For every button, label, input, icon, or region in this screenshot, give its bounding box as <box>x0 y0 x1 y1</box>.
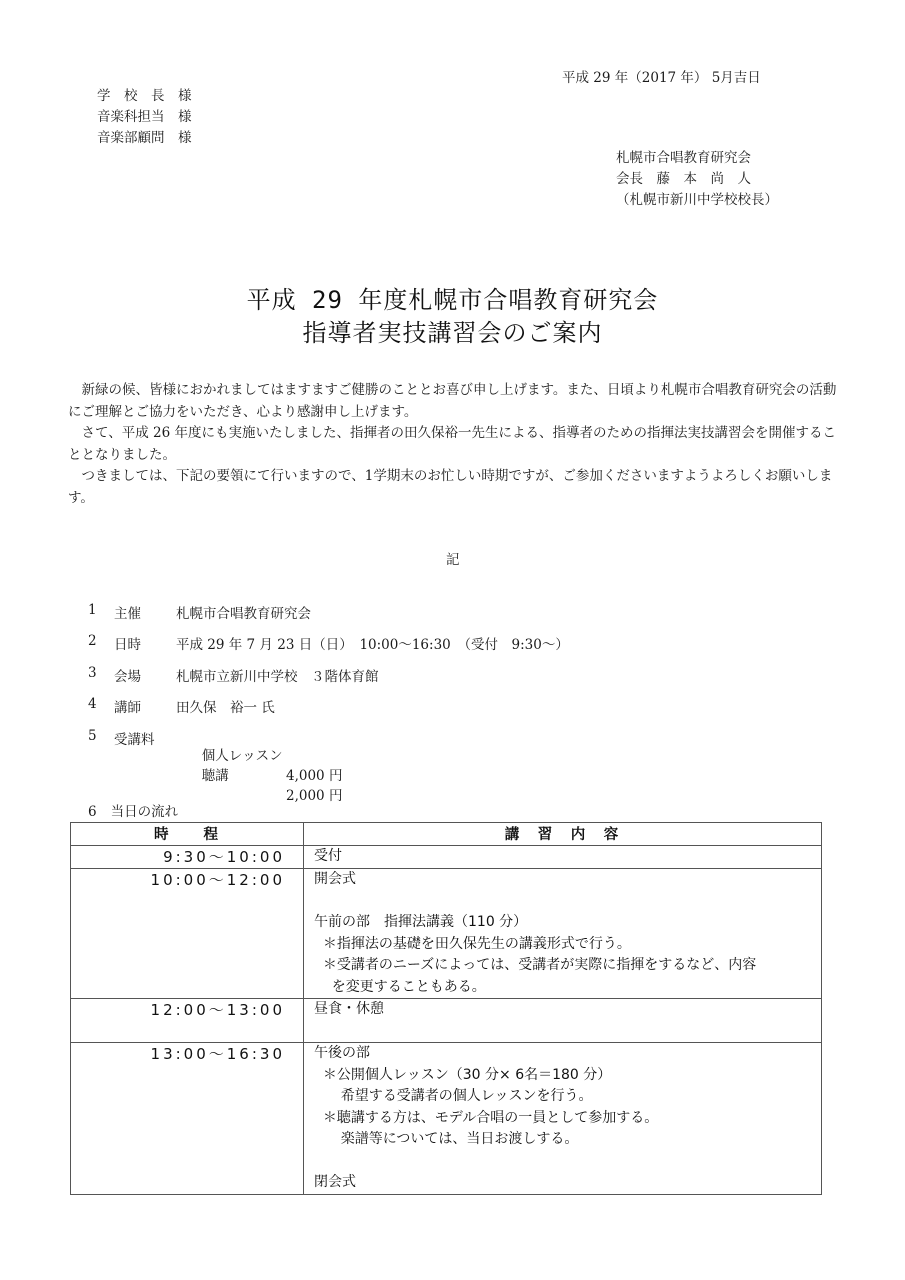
table-row <box>71 869 822 999</box>
item-label: 講師 <box>114 700 141 716</box>
content-line: ＊受講者のニーズによっては、受講者が実際に指揮をするなど、内容 <box>314 957 757 973</box>
item-label: 会場 <box>114 669 141 685</box>
addressee: 学 校 長 様 <box>97 88 192 104</box>
ki-heading: 記 <box>446 552 460 568</box>
body-text <box>68 380 848 509</box>
item-value: 札幌市合唱教育研究会 <box>176 606 311 622</box>
item-value: 平成 29 年 7 月 23 日（日） 10:00～16:30 （受付 9:30～） <box>176 637 569 653</box>
schedule-time: 12:00～13:00 <box>71 999 304 1043</box>
item-label: 当日の流れ <box>110 804 179 820</box>
item-label: 受講料 <box>114 732 155 748</box>
schedule-content <box>304 869 822 999</box>
title-line-2: 指導者実技講習会のご案内 <box>302 319 603 347</box>
content-line: 午後の部 <box>314 1045 370 1061</box>
item-value: 札幌市立新川中学校 ３階体育館 <box>176 669 379 685</box>
item-label: 主催 <box>114 606 141 622</box>
content-line <box>314 1021 821 1043</box>
body-paragraph: さて、平成 26 年度にも実施いたしました、指揮者の田久保裕一先生による、指導者のための指揮法実技講習会を開催することとなりました。 <box>68 425 836 463</box>
schedule-content <box>304 999 822 1043</box>
content-line: 午前の部 指揮法講義（110 分） <box>314 914 528 930</box>
schedule-time: 9:30～10:00 <box>71 846 304 869</box>
document-title <box>0 284 905 350</box>
fee-type: 個人レッスン <box>201 748 283 764</box>
sender-affiliation: （札幌市新川中学校校長） <box>616 192 778 208</box>
document-date: 平成 29 年（2017 年） 5月吉日 <box>562 70 761 86</box>
item-number: 4 <box>88 696 97 712</box>
schedule-content <box>304 846 822 869</box>
content-line: ＊指揮法の基礎を田久保先生の講義形式で行う。 <box>314 935 631 952</box>
schedule-time: 13:00～16:30 <box>71 1043 304 1195</box>
addressee-list <box>97 86 192 149</box>
content-line: 閉会式 <box>314 1174 356 1190</box>
schedule-content <box>304 1043 822 1195</box>
item-number: 1 <box>88 602 97 618</box>
table-row <box>71 1043 822 1195</box>
content-line <box>314 1151 821 1173</box>
table-header-row <box>71 823 822 846</box>
schedule-table <box>70 822 822 1195</box>
item-number: 3 <box>88 665 97 681</box>
item-value: 田久保 裕一 氏 <box>176 700 275 716</box>
content-line: ＊公開個人レッスン（30 分× 6名＝180 分） <box>314 1066 612 1083</box>
table-row <box>71 999 822 1043</box>
table-row <box>71 846 822 869</box>
sender-president: 会長 藤 本 尚 人 <box>616 171 751 187</box>
schedule-time: 10:00～12:00 <box>71 869 304 999</box>
fee-price: 2,000 円 <box>286 788 343 804</box>
content-line: を変更することもある。 <box>314 978 486 995</box>
item-number: 6 <box>88 804 97 820</box>
content-line: 昼食・休憩 <box>314 1001 384 1017</box>
body-paragraph: 新緑の候、皆様におかれましてはますますご健勝のこととお喜び申し上げます。また、日頃より札幌市合唱教育研究会の活動にご理解とご協力をいただき、心より感謝申し上げます。 <box>68 382 837 420</box>
sender-block <box>616 148 778 211</box>
content-line: 楽譜等については、当日お渡しする。 <box>314 1131 579 1147</box>
title-line-1: 平成 29 年度札幌市合唱教育研究会 <box>246 286 659 314</box>
sender-organization: 札幌市合唱教育研究会 <box>616 150 751 166</box>
item-number: 5 <box>88 728 97 744</box>
content-line: 希望する受講者の個人レッスンを行う。 <box>314 1088 593 1104</box>
fee-type: 聴講 <box>201 768 229 784</box>
addressee: 音楽部顧問 様 <box>97 130 192 146</box>
body-paragraph: つきましては、下記の要領にて行いますので、1学期末のお忙しい時期ですが、ご参加くださいますようよろしくお願いします。 <box>68 468 833 506</box>
item-label: 日時 <box>114 637 141 653</box>
content-line <box>314 891 821 913</box>
schedule-heading <box>88 800 178 820</box>
content-line: 受付 <box>314 848 342 864</box>
header-time: 時 程 <box>71 823 304 846</box>
header-content: 講 習 内 容 <box>304 823 822 846</box>
fee-price: 4,000 円 <box>286 768 343 784</box>
addressee: 音楽科担当 様 <box>97 109 192 125</box>
item-number: 2 <box>88 633 97 649</box>
content-line: 開会式 <box>314 871 356 887</box>
content-line: ＊聴講する方は、モデル合唱の一員として参加する。 <box>314 1109 659 1126</box>
